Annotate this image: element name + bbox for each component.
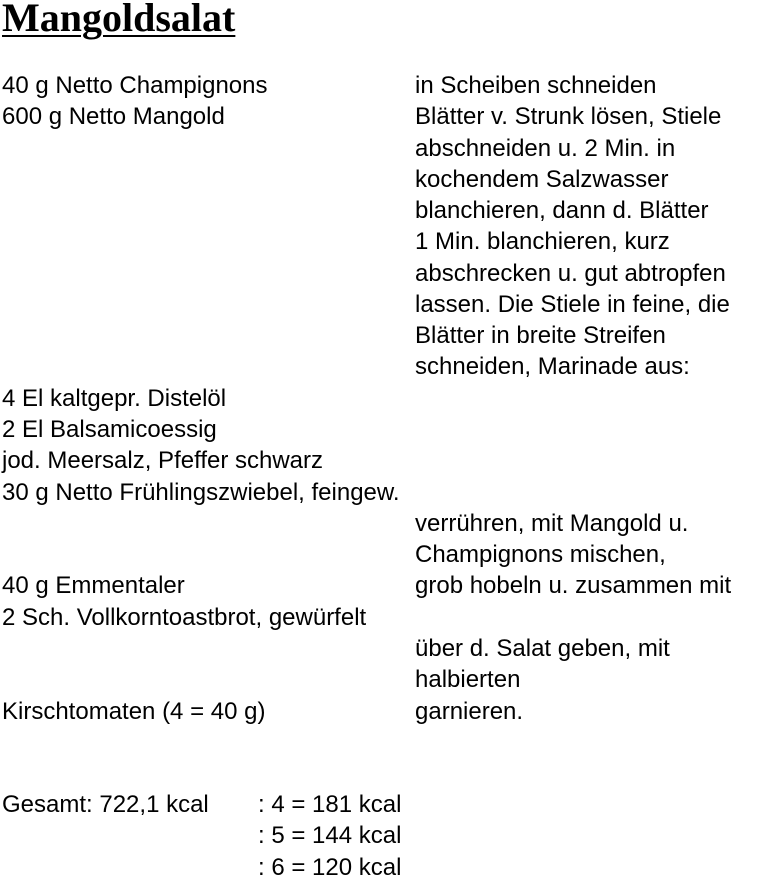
ingredient-line: jod. Meersalz, Pfeffer schwarz <box>2 447 324 474</box>
portion-kcal: : 5 = 144 kcal <box>258 822 402 849</box>
instruction-line: blanchieren, dann d. Blätter <box>415 197 709 224</box>
portion-kcal: : 4 = 181 kcal <box>258 791 402 818</box>
instruction-line: schneiden, Marinade aus: <box>415 353 690 380</box>
instruction-line: verrühren, mit Mangold u. <box>415 510 689 537</box>
instruction-line: kochendem Salzwasser <box>415 166 669 193</box>
ingredient-line: 4 El kaltgepr. Distelöl <box>2 385 227 412</box>
instruction-line: abschneiden u. 2 Min. in <box>415 135 676 162</box>
instruction-line: in Scheiben schneiden <box>415 72 657 99</box>
instruction-line: über d. Salat geben, mit <box>415 635 670 662</box>
ingredient-line: 40 g Netto Champignons <box>2 72 268 99</box>
instruction-line: Champignons mischen, <box>415 541 666 568</box>
instruction-line: grob hobeln u. zusammen mit <box>415 572 732 599</box>
instruction-line: Blätter v. Strunk lösen, Stiele <box>415 103 722 130</box>
recipe-title: Mangoldsalat <box>2 0 236 40</box>
ingredient-line: 40 g Emmentaler <box>2 572 185 599</box>
ingredient-line: Kirschtomaten (4 = 40 g) <box>2 698 266 725</box>
ingredient-line: 2 El Balsamicoessig <box>2 416 217 443</box>
instruction-line: garnieren. <box>415 698 524 725</box>
instruction-line: Blätter in breite Streifen <box>415 322 666 349</box>
instruction-line: abschrecken u. gut abtropfen <box>415 260 726 287</box>
ingredient-line: 2 Sch. Vollkorntoastbrot, gewürfelt <box>2 604 367 631</box>
ingredient-line: 30 g Netto Frühlingszwiebel, feingew. <box>2 479 400 506</box>
total-kcal-label: Gesamt: 722,1 kcal <box>2 791 209 818</box>
portion-kcal: : 6 = 120 kcal <box>258 854 402 881</box>
instruction-line: lassen. Die Stiele in feine, die <box>415 291 730 318</box>
instruction-line: 1 Min. blanchieren, kurz <box>415 228 670 255</box>
ingredient-line: 600 g Netto Mangold <box>2 103 225 130</box>
instruction-line: halbierten <box>415 666 521 693</box>
